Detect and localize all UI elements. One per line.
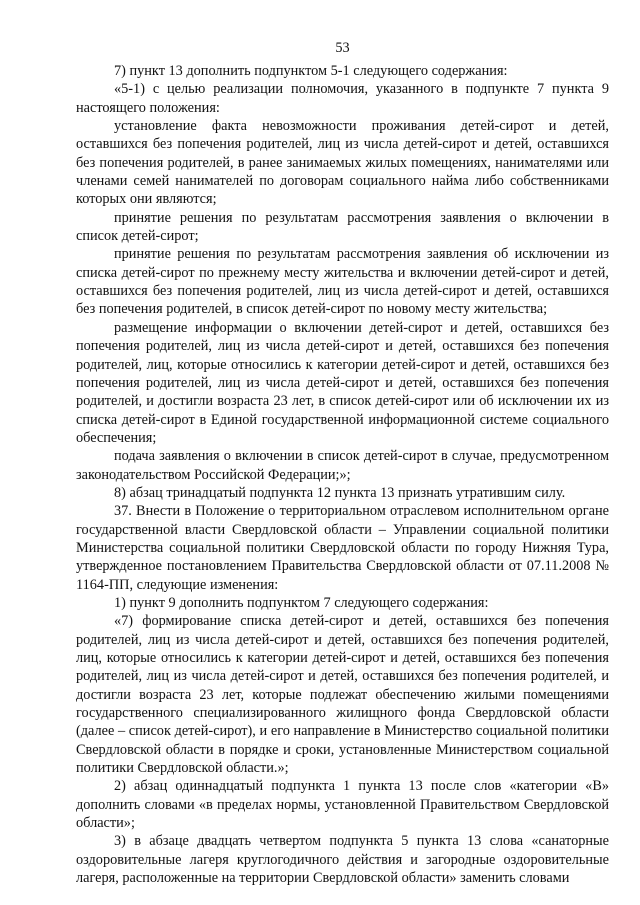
page-number: 53 [335,40,350,56]
paragraph-4: принятие решения по результатам рассмотрения заявления о включении в список детей-сирот; [76,209,609,245]
paragraph-5: принятие решения по результатам рассмотрения заявления об исключении из списка детей-сирот по прежнему месту жительства и включении детей-сирот и детей, оставшихся без попечения родителей, лиц из числа детей-сирот и детей, оставшихся без попечения родителей, в список детей-сирот по новому месту жительства; [76,246,609,318]
paragraph-12: 2) абзац одиннадцатый подпункта 1 пункта 13 после слов «категории «В» дополнить словами «в пределах нормы, установленной Правительством Свердловской области»; [76,778,609,832]
paragraph-2: «5-1) с целью реализации полномочия, указанного в подпункте 7 пункта 9 настоящего положения: [76,81,609,116]
paragraph-11: «7) формирование списка детей-сирот и детей, оставшихся без попечения родителей, лиц из числа детей-сирот и детей, оставшихся без попечения родителей, лиц, которые относились к категории детей-сирот и детей, оставшихся без попечения родителей, лиц из числа детей-сирот и детей, оставшихся без попечения родителей, и достигли возраста 23 лет, которые подлежат обеспечению жилыми помещениями государственного специализированного жилищного фонда Свердловской области (далее – список детей-сирот), и его направление в Министерство социальной политики Свердловской области в порядке и сроки, установленные Министерством социальной политики Свердловской области.»; [76,613,609,777]
paragraph-8: 8) абзац тринадцатый подпункта 12 пункта 13 признать утратившим силу. [114,484,566,501]
paragraph-7: подача заявления о включении в список детей-сирот в случае, предусмотренном законодательством Российской Федерации;»; [76,448,609,483]
document-page [76,38,609,887]
paragraph-3: установление факта невозможности проживания детей-сирот и детей, оставшихся без попечения родителей, лиц из числа детей-сирот и детей, оставшихся без попечения родителей, в ранее занимаемых жилых помещениях, нанимателями или членами семей нанимателей по договорам социального найма либо собственниками которых они являются; [76,118,609,208]
paragraph-13: 3) в абзаце двадцать четвертом подпункта 5 пункта 13 слова «санаторные оздоровительные лагеря круглогодичного действия и загородные оздоровительные лагеря, расположенные на территории Свердловской области» заменить словами [76,833,609,887]
paragraph-9: 37. Внести в Положение о территориальном отраслевом исполнительном органе государственной власти Свердловской области – Управлении социальной политики Министерства социальной политики Свердловской области по городу Нижняя Тура, утвержденное постановлением Правительства Свердловской области от 07.11.2008 № 1164-ПП, следующие изменения: [76,503,609,593]
paragraph-10: 1) пункт 9 дополнить подпунктом 7 следующего содержания: [114,594,489,611]
paragraph-1: 7) пункт 13 дополнить подпунктом 5-1 следующего содержания: [114,63,508,79]
paragraph-6: размещение информации о включении детей-сирот и детей, оставшихся без попечения родителей, лиц из числа детей-сирот и детей, оставшихся без попечения родителей, лиц, которые относились к категории детей-сирот и детей, оставшихся без попечения родителей, лиц из числа детей-сирот и детей, оставшихся без попечения родителей, и достигли возраста 23 лет, в список детей-сирот или об исключении их из списка детей-сирот в Единой государственной информационной системе социального обеспечения; [76,319,609,446]
